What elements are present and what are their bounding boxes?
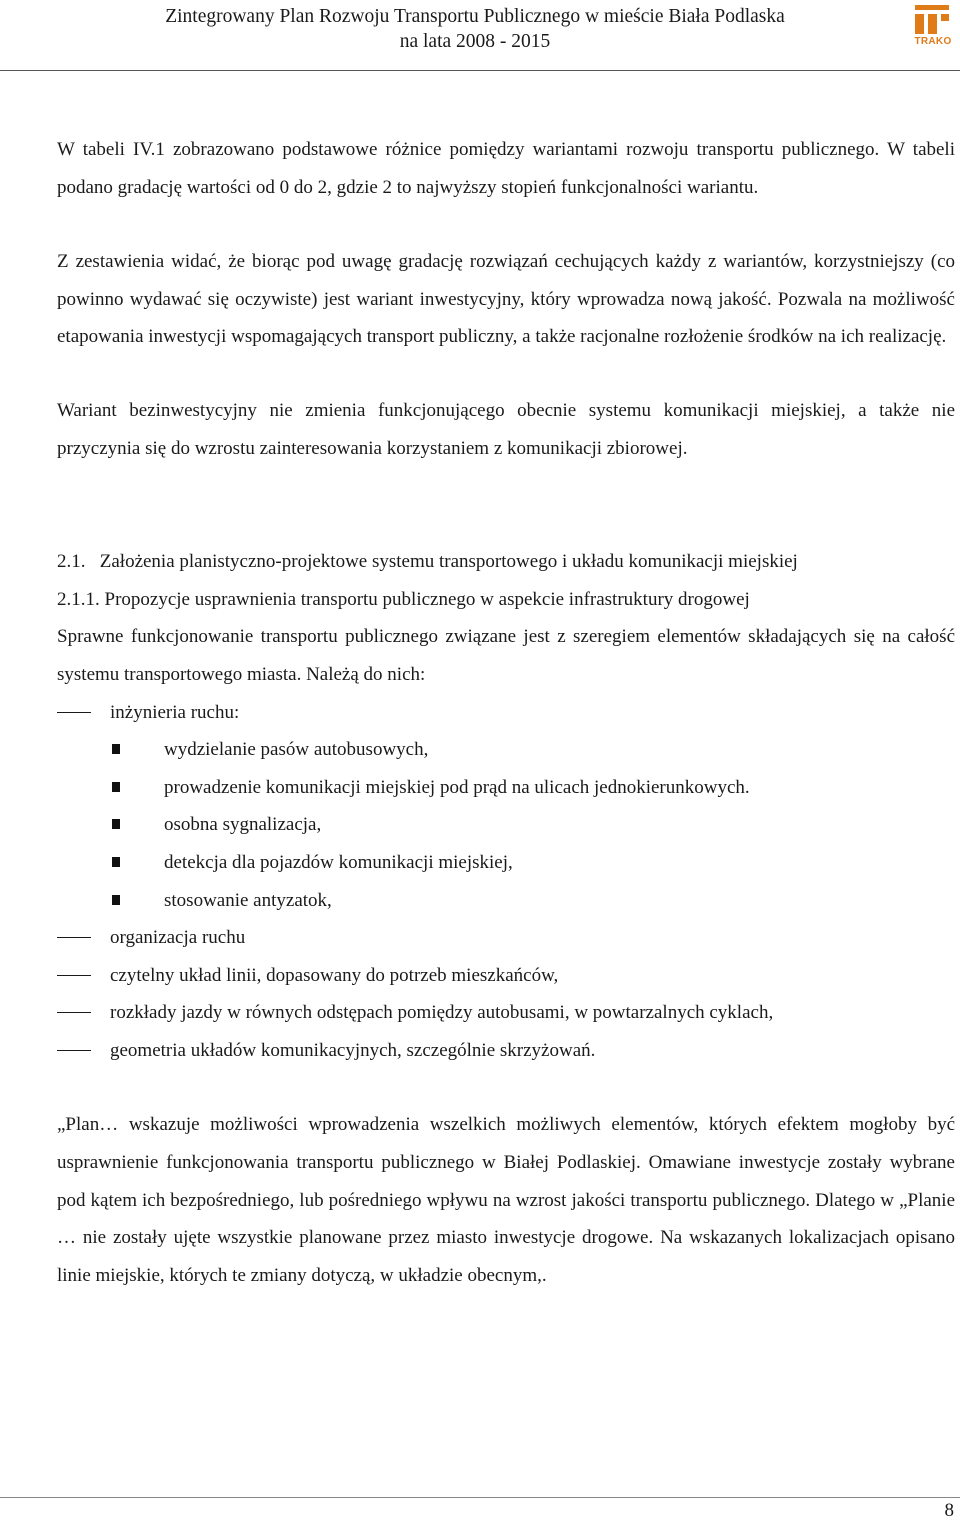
paragraph-noninvestment-variant: Wariant bezinwestycyjny nie zmienia funkcjonującego obecnie systemu komunikacji miejskiej, a także nie przyczynia się do wzrostu zainteresowania korzystaniem z komunikacji zbiorowej.: [57, 399, 955, 459]
sub-list-item: [57, 844, 955, 882]
section-heading-2-1-1: 2.1.1. Propozycje usprawnienia transportu publicznego w aspekcie infrastruktury drogowej: [57, 588, 750, 610]
list-item: [57, 957, 955, 995]
square-bullet-icon: [112, 744, 120, 754]
document-title: [60, 4, 890, 54]
page-number: 8: [944, 1500, 954, 1521]
paragraph-elements-intro: Sprawne funkcjonowanie transportu publicznego związane jest z szeregiem elementów składających się na całość systemu transportowego miasta. Należą do nich:: [57, 626, 955, 685]
list-item-label: inżynieria ruchu:: [110, 701, 240, 723]
sub-list-item: [57, 769, 955, 807]
sub-list-item-label: osobna sygnalizacja,: [164, 814, 322, 836]
square-bullet-icon: [112, 895, 120, 905]
list-item-label: czytelny układ linii, dopasowany do potrzeb mieszkańców,: [110, 964, 559, 986]
dash-bullet-icon: [57, 1012, 91, 1013]
square-bullet-icon: [112, 857, 120, 867]
paragraph-plan-summary: „Plan… wskazuje możliwości wprowadzenia wszelkich możliwych elementów, których efektem mogłoby być usprawnienie funkcjonowania transportu publicznego w Białej Podlaskiej. Omawiane inwestycje zostały wybrane pod kątem ich bezpośredniego, lub pośredniego wpływu na wzrost jakości transportu publicznego. Dlatego w „Planie … nie zostały ujęte wszystkie planowane przez miasto inwestycje drogowe. Na wskazanych lokalizacjach opisano linie miejskie, których te zmiany dotyczą, w układzie obecnym,.: [57, 1114, 955, 1286]
list-item: [57, 919, 955, 957]
list-item-label: rozkłady jazdy w równych odstępach pomiędzy autobusami, w powtarzalnych cyklach,: [110, 1002, 774, 1024]
paragraph-comparison: Z zestawienia widać, że biorąc pod uwagę gradację rozwiązań cechujących każdy z wariantów, korzystniejszy (co powinno wydawać się oczywiste) jest wariant inwestycyjny, który wprowadza nową jakość. Pozwala na możliwość etapowania inwestycji wspomagających transport publiczny, a także racjonalne rozłożenie środków na ich realizację.: [57, 251, 955, 348]
dash-bullet-icon: [57, 937, 91, 938]
sub-list-item-label: prowadzenie komunikacji miejskiej pod prąd na ulicach jednokierunkowych.: [164, 776, 750, 798]
logo-text: TRAKO: [914, 36, 952, 47]
list-item: [57, 694, 955, 732]
paragraph-table-intro: W tabeli IV.1 zobrazowano podstawowe różnice pomiędzy wariantami rozwoju transportu publicznego. W tabeli podano gradację wartości od 0 do 2, gdzie 2 to najwyższy stopień funkcjonalności wariantu.: [57, 139, 955, 198]
footer-divider: [0, 1497, 960, 1498]
dash-bullet-icon: [57, 975, 91, 976]
list-item: [57, 994, 955, 1032]
trako-logo-icon: [912, 2, 954, 36]
sub-list-item-label: stosowanie antyzatok,: [164, 889, 332, 911]
page-header: [0, 0, 960, 72]
list-item: [57, 1032, 955, 1070]
dash-bullet-icon: [57, 712, 91, 713]
square-bullet-icon: [112, 782, 120, 792]
page-content: [57, 131, 955, 1294]
document-title-line2: na lata 2008 - 2015: [399, 31, 551, 52]
list-item-label: organizacja ruchu: [110, 927, 246, 949]
sub-list-item: [57, 806, 955, 844]
header-divider: [0, 70, 960, 71]
document-title-line1: Zintegrowany Plan Rozwoju Transportu Publicznego w mieście Biała Podlaska: [165, 6, 785, 27]
trako-logo: [912, 2, 954, 50]
sub-list-item-label: wydzielanie pasów autobusowych,: [164, 739, 429, 761]
sub-list-item: [57, 882, 955, 920]
square-bullet-icon: [112, 819, 120, 829]
sub-list-item-label: detekcja dla pojazdów komunikacji miejskiej,: [164, 851, 513, 873]
dash-bullet-icon: [57, 1050, 91, 1051]
section-heading-2-1: 2.1. Założenia planistyczno-projektowe systemu transportowego i układu komunikacji miejskiej: [57, 551, 798, 573]
list-item-label: geometria układów komunikacyjnych, szczególnie skrzyżowań.: [110, 1039, 596, 1061]
sub-list-item: [57, 731, 955, 769]
